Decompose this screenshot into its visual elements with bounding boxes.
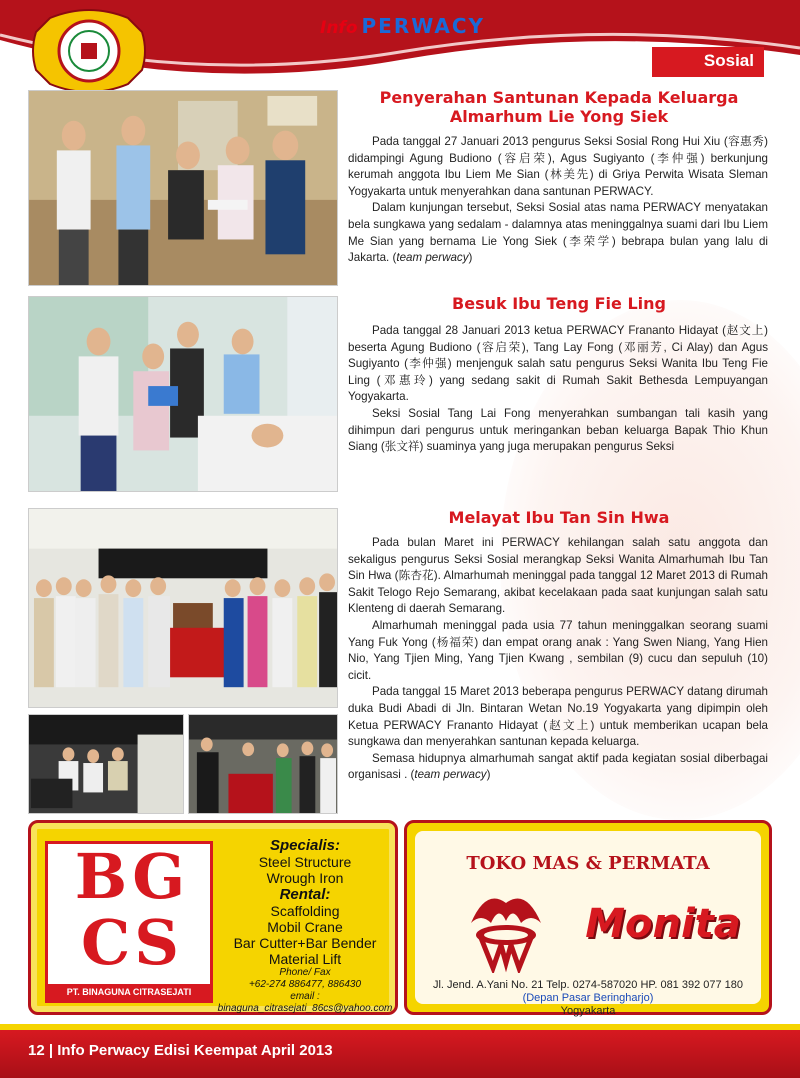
- header-info-label: Info: [320, 18, 358, 38]
- rental-item: Scaffolding: [270, 903, 340, 919]
- photo-funeral-altar: [188, 714, 338, 814]
- article-title: Melayat Ibu Tan Sin Hwa: [448, 508, 670, 527]
- monita-brand: Monita: [585, 901, 741, 947]
- monita-address-block: [415, 979, 761, 1018]
- article-paragraph: Pada bulan Maret ini PERWACY kehilangan salah satu anggota dan sekaligus pengurus Seksi Sosial merangkap Seksi Wanita Almarhumah Ibu Tan Sin Hwa (陈杏花). Almarhumah meninggal pada tanggal 12 Maret 2013 di Rumah Sakit Telogo Rejo Semarang, akibat kecelakaan pada saat kunjungan salah satu Klenteng di daerah Semarang.: [348, 536, 768, 616]
- rental-item: Mobil Crane: [267, 919, 343, 935]
- monita-heading: TOKO MAS & PERMATA: [466, 853, 710, 874]
- article-paragraph: Seksi Sosial Tang Lai Fong menyerahkan sumbangan tali kasih yang dihimpun dari pengurus untuk meringankan beban keluarga Bapak Thio Khun Siang (张文祥) suaminya yang juga merupakan pengurus Seksi: [348, 406, 768, 454]
- header-brand-label: PERWACY: [361, 14, 486, 38]
- crown-icon: [461, 883, 551, 973]
- article-title: Besuk Ibu Teng Fie Ling: [452, 294, 666, 313]
- ad-monita: [404, 820, 772, 1015]
- monita-address: Jl. Jend. A.Yani No. 21 Telp. 0274-587020 HP. 081 392 077 180: [432, 979, 744, 991]
- footer-page-label: 12 | Info Perwacy Edisi Keempat April 2013: [28, 1042, 333, 1059]
- bgcs-logo: [45, 841, 213, 1003]
- ad-bgcs: [28, 820, 398, 1015]
- bgcs-logo-line1: BG: [74, 840, 190, 913]
- phone-label: Phone/ Fax: [279, 967, 331, 978]
- article-paragraph: Dalam kunjungan tersebut, Seksi Sosial atas nama PERWACY menyatakan bela sungkawa yang sedalam - dalamnya atas meninggalnya suami dari Ibu Liem Me Sian yang bernama Lie Yong Siek (李荣学) bebrapa bulan yang lalu di Jakarta. (team perwacy): [348, 201, 768, 265]
- perwacy-logo: [30, 8, 148, 94]
- article-paragraph: Pada tanggal 27 Januari 2013 pengurus Seksi Sosial Rong Hui Xiu (容惠秀) didampingi Agung Budiono (容启荣), Agus Sugiyanto (李仲强) berkunjung kerumah anggota Ibu Liem Me Sian (林美先) di Griya Perwita Wisata Sleman Yogyakarta untuk menyerahkan dana santunan PERWACY.: [348, 135, 768, 198]
- article-paragraph-text: Dalam kunjungan tersebut, Seksi Sosial atas nama PERWACY menyatakan bela sungkawa yang sedalam - dalamnya atas meninggalnya suami dari Ibu Liem Me Sian yang bernama Lie Yong Siek (李荣学) bebrapa bulan yang lalu di Jakarta.: [348, 201, 768, 265]
- bgcs-services: [215, 837, 395, 1015]
- photo-funeral-group: [28, 508, 338, 708]
- rental-heading: Rental:: [279, 886, 331, 903]
- email-label: email :: [290, 991, 320, 1002]
- article-paragraph-text: Semasa hidupnya almarhumah sangat aktif pada kegiatan sosial diberbagai organisasi .: [348, 751, 768, 782]
- bgcs-logo-letters: [52, 840, 212, 979]
- article-paragraph: Pada tanggal 28 Januari 2013 ketua PERWACY Frananto Hidayat (赵文上) beserta Agung Budiono (容启荣), Tang Lay Fong (邓丽芳, Ci Alay) dan Agus Sugiyanto (李仲强) menjenguk salah satu pengurus Seksi Wanita Ibu Teng Fie Ling (邓惠玲) yang sedang sakit di Rumah Sakit Bethesda Lempuyangan Yogyakarta.: [348, 324, 768, 404]
- article-title: Penyerahan Santunan Kepada Keluarga Almarhum Lie Yong Siek: [379, 88, 739, 126]
- specialis-heading: Specialis:: [269, 837, 341, 854]
- section-tag: Sosial: [652, 47, 764, 77]
- bgcs-company-name: PT. BINAGUNA CITRASEJATI: [48, 984, 210, 1000]
- monita-city: Yogyakarta: [560, 1005, 616, 1017]
- rental-item: Material Lift: [268, 951, 342, 967]
- monita-landmark: (Depan Pasar Beringharjo): [522, 992, 654, 1004]
- page-header-title: [320, 14, 485, 44]
- phone-number: +62-274 886477, 886430: [248, 979, 362, 990]
- article-body: [348, 535, 768, 784]
- article-paragraph: Semasa hidupnya almarhumah sangat aktif pada kegiatan sosial diberbagai organisasi . (team perwacy): [348, 751, 768, 782]
- article-paragraph: Almarhumah meninggal pada usia 77 tahun meninggalkan seorang suami Yang Fuk Yong (杨福荣) dan empat orang anak : Yang Swen Niang, Yang Hien Nio, Yang Tjien Ming, Yang Tjien Kwang , sembilan (9) cucu dan sepuluh (10) cicit.: [348, 618, 768, 682]
- photo-funeral-seated: [28, 714, 184, 814]
- bgcs-logo-line2: CS: [80, 906, 184, 979]
- article-credit: team perwacy: [414, 768, 487, 782]
- specialis-item: Steel Structure: [258, 854, 352, 870]
- email-address: binaguna_citrasejati_86cs@yahoo.com: [217, 1003, 393, 1014]
- photo-santunan-handover: [28, 90, 338, 286]
- article-credit: team perwacy: [396, 251, 469, 265]
- article-paragraph: Pada tanggal 15 Maret 2013 beberapa pengurus PERWACY datang dirumah duka Budi Abadi di Jln. Bintaran Wetan No.19 Yogyakarta yang dipimpin oleh Ketua PERWACY Frananto Hidayat (赵文上) untuk memberikan ucapan bela sungkawa dan menyerahkan santunan kepada keluarga.: [348, 685, 768, 749]
- specialis-item: Wrough Iron: [266, 870, 344, 886]
- rental-item: Bar Cutter+Bar Bender: [233, 935, 377, 951]
- photo-hospital-visit: [28, 296, 338, 492]
- article-body: [348, 134, 768, 267]
- article-body: [348, 323, 768, 456]
- ad-monita-panel: [415, 831, 761, 1017]
